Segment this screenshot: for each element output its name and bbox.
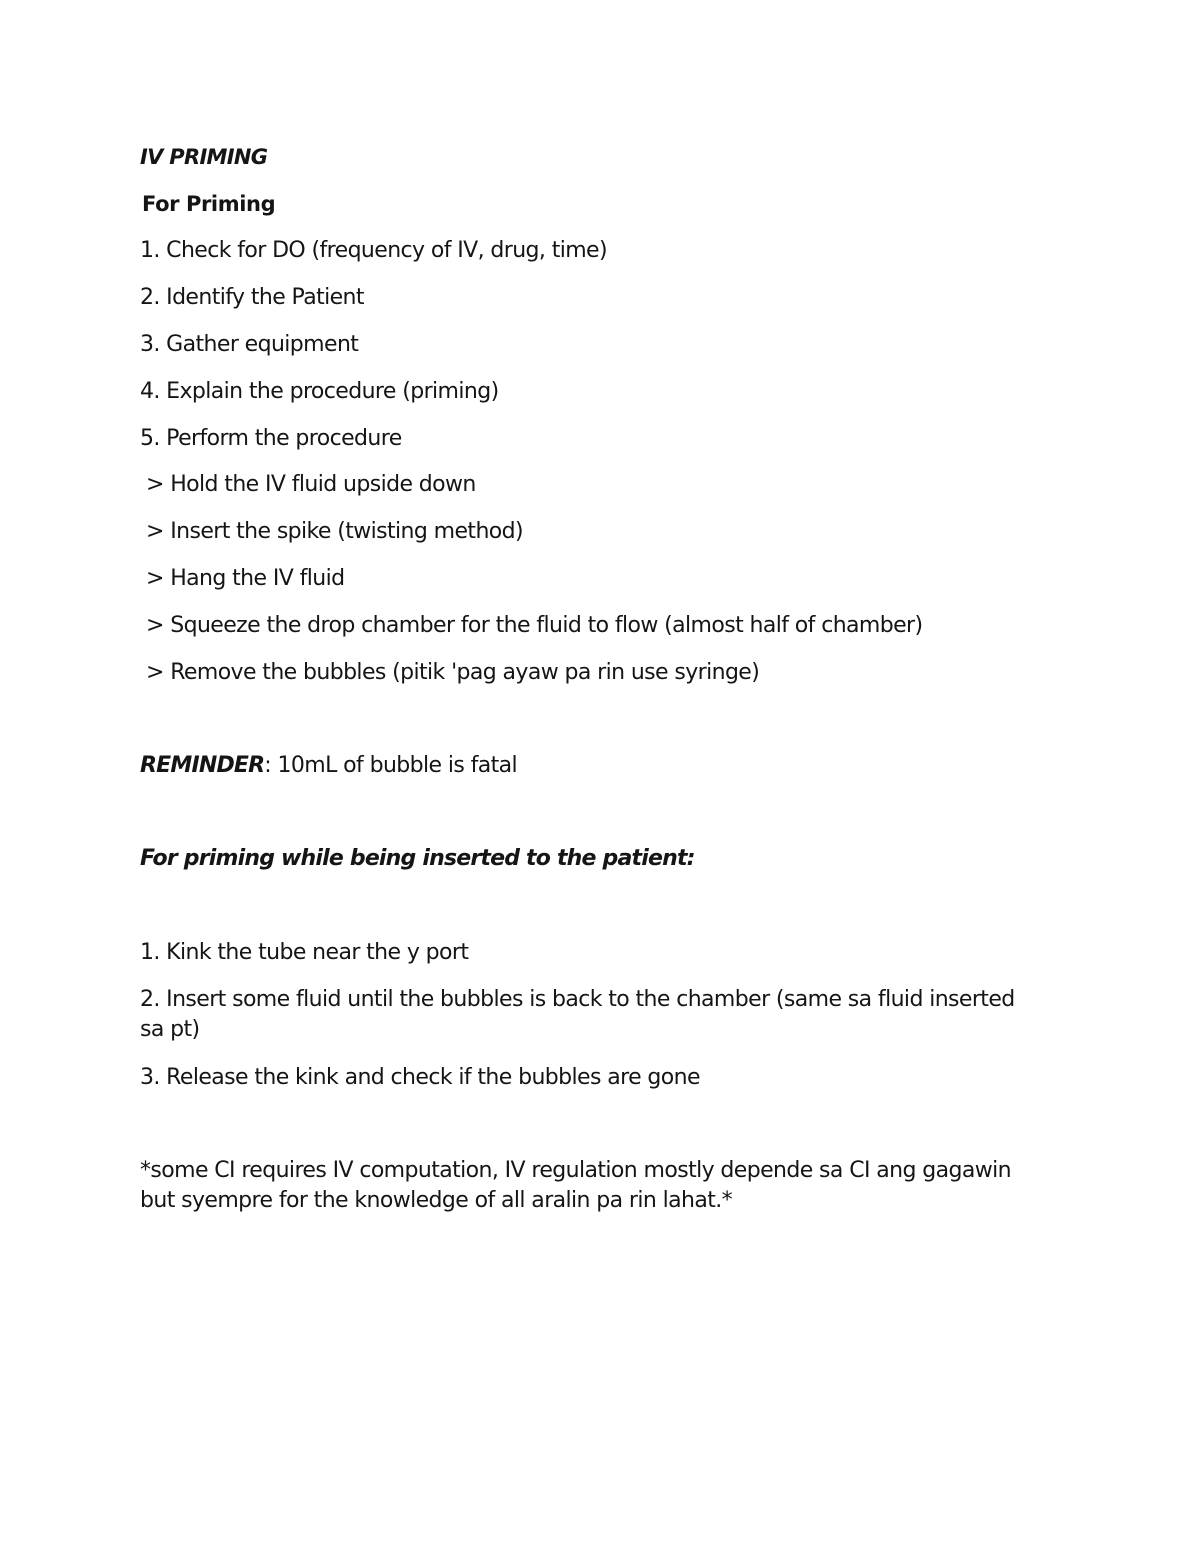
substep-insert-spike: > Insert the spike (twisting method) [146,519,523,544]
step-kink-tube: 1. Kink the tube near the y port [140,940,469,965]
reminder-line [140,751,517,781]
reminder-label: REMINDER [140,753,265,778]
section-heading-priming-while-inserted: For priming while being inserted to the patient: [140,846,695,871]
document-title: IV PRIMING [140,145,268,169]
step-perform-procedure: 5. Perform the procedure [140,426,402,451]
reminder-text: : 10mL of bubble is fatal [264,753,518,778]
substep-hold-iv-fluid: > Hold the IV fluid upside down [146,472,476,497]
substep-squeeze-drop-chamber: > Squeeze the drop chamber for the fluid to flow (almost half of chamber) [146,613,923,638]
note-paragraph: *some CI requires IV computation, IV regulation mostly depende sa CI ang gagawin but syempre for the knowledge of all aralin pa rin lahat.* [140,1158,1011,1213]
step-identify-patient: 2. Identify the Patient [140,285,364,310]
substep-hang-iv-fluid: > Hang the IV fluid [146,566,345,591]
substep-remove-bubbles: > Remove the bubbles (pitik 'pag ayaw pa rin use syringe) [146,660,760,685]
section-heading-for-priming: For Priming [142,192,276,216]
step-explain-procedure: 4. Explain the procedure (priming) [140,379,499,404]
step-gather-equipment: 3. Gather equipment [140,332,359,357]
step-release-kink: 3. Release the kink and check if the bubbles are gone [140,1065,700,1090]
step-insert-fluid: 2. Insert some fluid until the bubbles is back to the chamber (same sa fluid inserted sa pt) [140,987,1015,1042]
step-check-do: 1. Check for DO (frequency of IV, drug, time) [140,238,607,263]
